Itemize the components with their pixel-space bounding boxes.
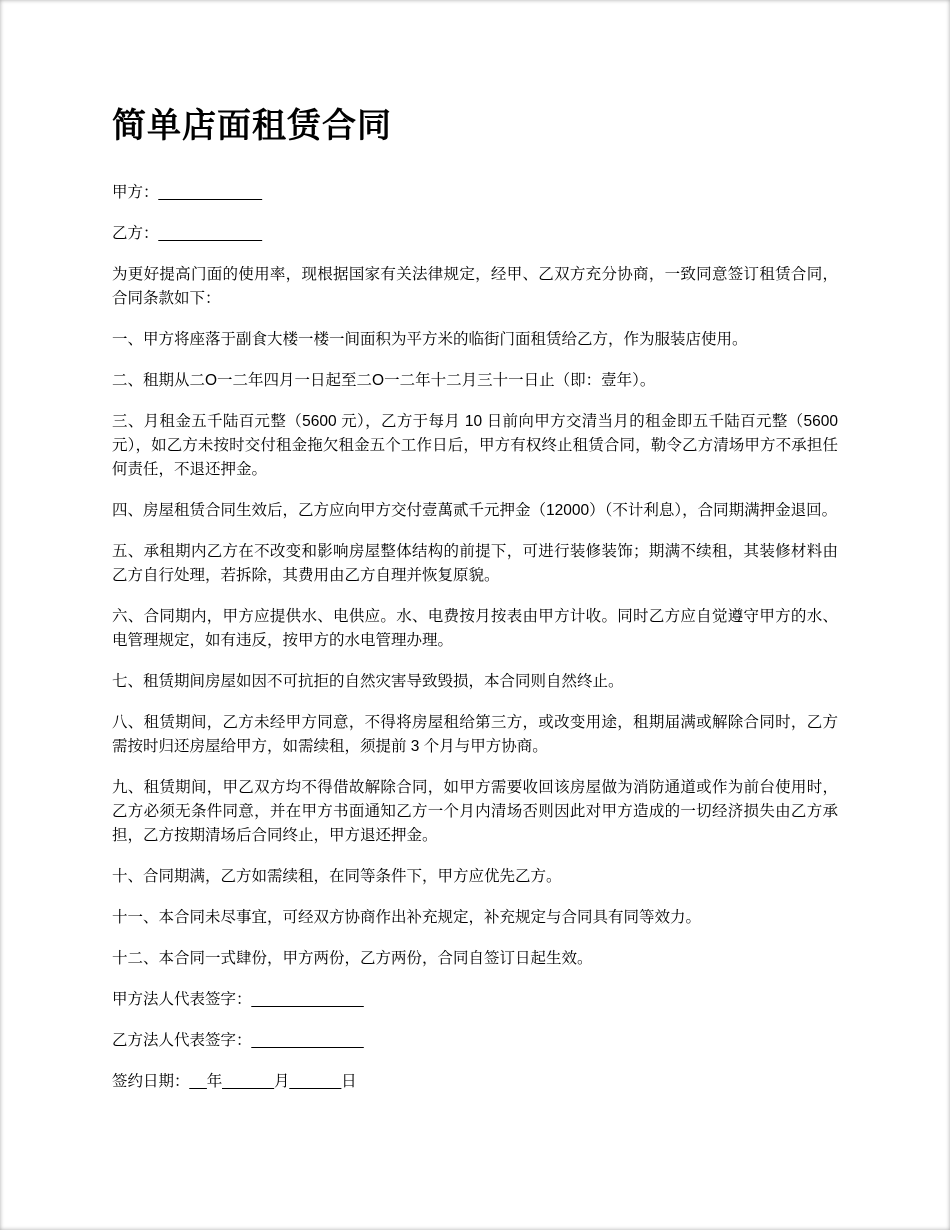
party-a-field: 甲方：____________ [112, 184, 262, 201]
clause-3: 三、月租金五千陆百元整（5600 元），乙方于每月 10 日前向甲方交清当月的租金即五千陆百元整（5600 元），如乙方未按时交付租金拖欠租金五个工作日后，甲方有权终止租赁合同，勒令乙方清场甲方不承担任何责任，不退还押金。 [112, 413, 843, 479]
clause-8: 八、租赁期间，乙方未经甲方同意，不得将房屋租给第三方，或改变用途，租期届满或解除合同时，乙方需按时归还房屋给甲方，如需续租，须提前 3 个月与甲方协商。 [112, 714, 838, 756]
party-b-signature-field: 乙方法人代表签字：_____________ [112, 1032, 364, 1050]
clause-1: 一、甲方将座落于副食大楼一楼一间面积为平方米的临街门面租赁给乙方，作为服装店使用。 [112, 331, 748, 349]
party-a-signature-field: 甲方法人代表签字：_____________ [112, 991, 364, 1009]
clause-2: 二、租期从二O一二年四月一日起至二O一二年十二月三十一日止（即：壹年）。 [112, 372, 656, 390]
clause-7: 七、租赁期间房屋如因不可抗拒的自然灾害导致毁损，本合同则自然终止。 [112, 673, 624, 691]
document-body [112, 181, 843, 1094]
clause-6: 六、合同期内，甲方应提供水、电供应。水、电费按月按表由甲方计收。同时乙方应自觉遵守甲方的水、电管理规定，如有违反，按甲方的水电管理办理。 [112, 608, 838, 650]
clause-12: 十二、本合同一式肆份，甲方两份，乙方两份，合同自签订日起生效。 [112, 950, 593, 968]
intro-paragraph: 为更好提高门面的使用率，现根据国家有关法律规定，经甲、乙双方充分协商，一致同意签订租赁合同，合同条款如下： [112, 266, 838, 308]
document-title: 简单店面租赁合同 [112, 107, 392, 145]
clause-11: 十一、本合同未尽事宜，可经双方协商作出补充规定，补充规定与合同具有同等效力。 [112, 909, 702, 927]
signing-date-field: 签约日期：__年______月______日 [112, 1073, 357, 1091]
clause-5: 五、承租期内乙方在不改变和影响房屋整体结构的前提下，可进行装修装饰；期满不续租，其装修材料由乙方自行处理，若拆除，其费用由乙方自理并恢复原貌。 [112, 543, 838, 585]
clause-4: 四、房屋租赁合同生效后，乙方应向甲方交付壹萬贰千元押金（12000）（不计利息），合同期满押金退回。 [112, 502, 838, 520]
clause-9: 九、租赁期间，甲乙双方均不得借故解除合同，如甲方需要收回该房屋做为消防通道或作为前台使用时，乙方必须无条件同意，并在甲方书面通知乙方一个月内清场否则因此对甲方造成的一切经济损失由乙方承担，乙方按期清场后合同终止，甲方退还押金。 [112, 779, 838, 845]
party-b-field: 乙方：____________ [112, 225, 262, 243]
clause-10: 十、合同期满，乙方如需续租，在同等条件下，甲方应优先乙方。 [112, 868, 562, 886]
